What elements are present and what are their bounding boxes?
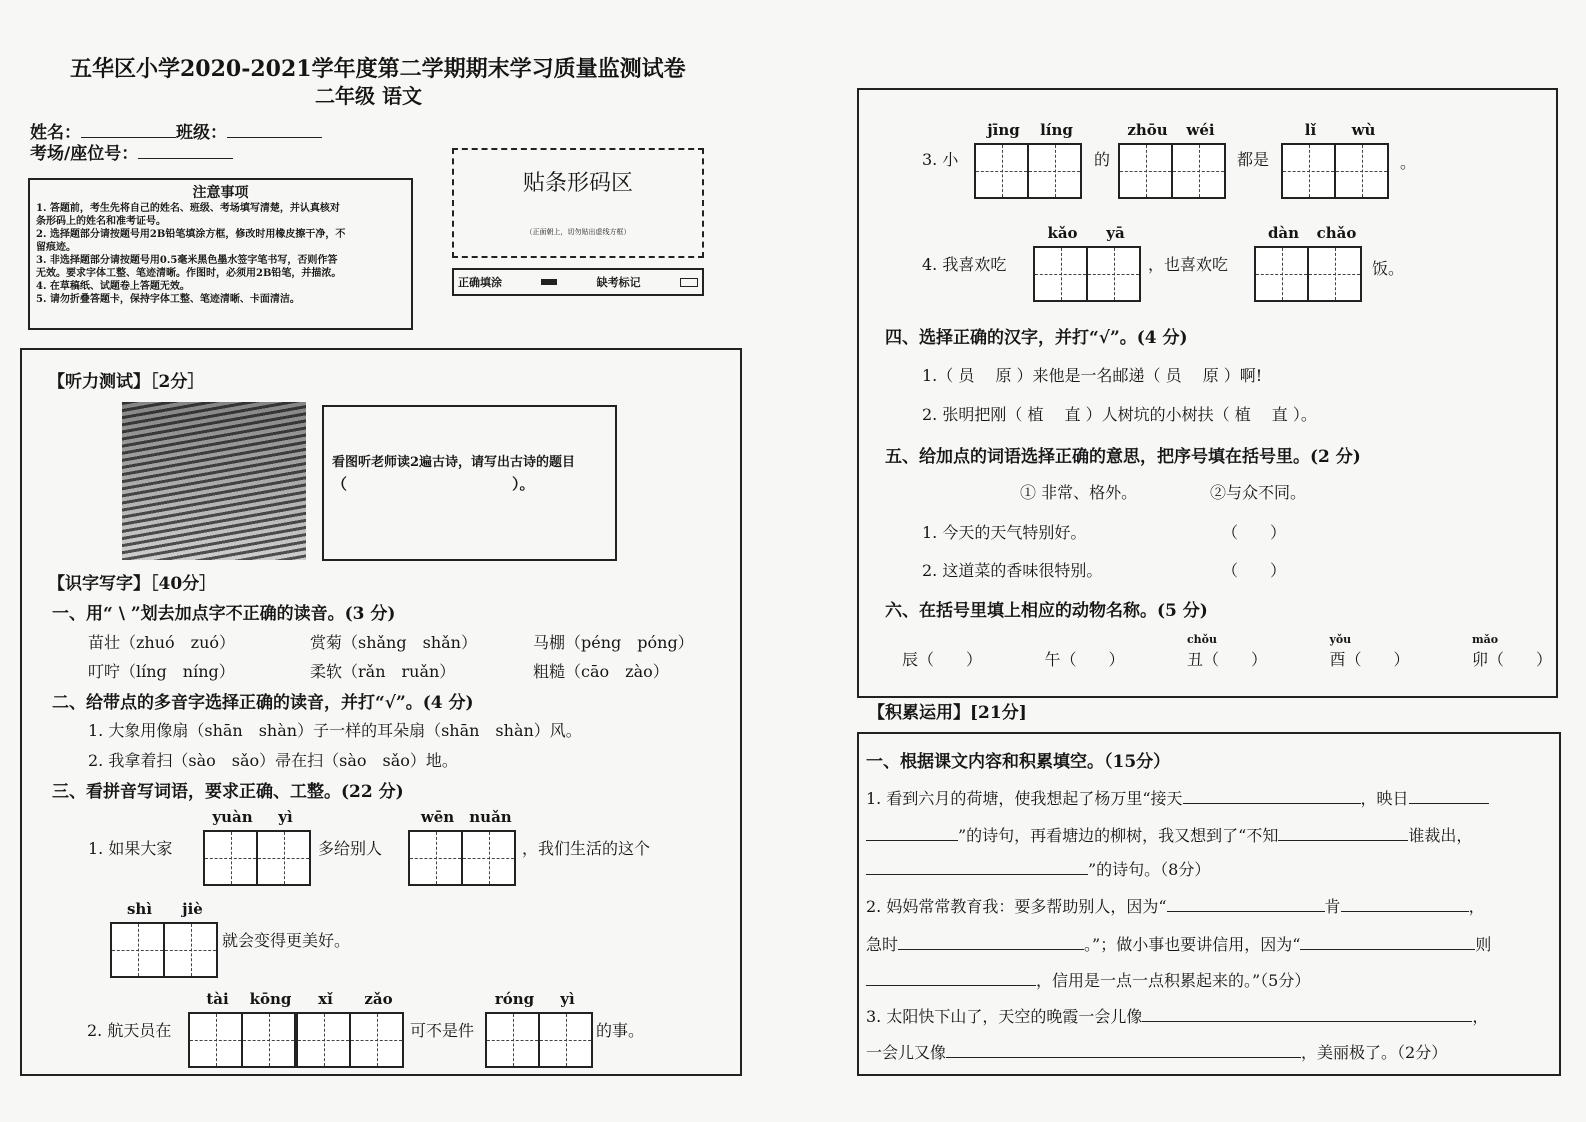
char-cell[interactable] [296,990,351,1068]
pinyin-label: nuǎn [469,808,512,826]
q2-title: 二、给带点的多音字选择正确的读音，并打“√”。(4 分) [52,693,474,713]
writing-grid-liwu[interactable] [1283,121,1389,199]
pinyin-label: zǎo [364,990,393,1008]
q2-item[interactable]: 2. 我拿着扫（sào sǎo）帚在扫（sào sǎo）地。 [88,751,458,770]
q6-row [902,633,1552,670]
q5-title: 五、给加点的词语选择正确的意思，把序号填在括号里。(2 分) [885,447,1361,467]
blank[interactable] [866,857,1088,875]
acc-line [866,1004,1488,1027]
zodiac-blank: 丑（ ） [1186,650,1267,669]
acc-text: 1. 看到六月的荷塘，使我想起了杨万里“接天 [866,789,1183,808]
q1-item[interactable]: 柔软（rǎn ruǎn） [310,662,456,681]
acc-text: 。”；做小事也要讲信用，因为“ [1084,935,1301,954]
acc-text: 3. 太阳快下山了，天空的晚霞一会儿像 [866,1007,1143,1026]
pinyin-label: tài [206,990,229,1008]
writing-grid-rongyi[interactable] [487,990,593,1068]
acc-text: ，信用是一点一点积累起来的。”（5分） [1036,971,1311,990]
notice-item: 3. 非选择题部分请按题号用0.5毫米黑色墨水签字笔书写，否则作答 [36,255,338,266]
zodiac-blank: 酉（ ） [1329,650,1410,669]
zodiac-item[interactable] [1044,633,1124,670]
name-label: 姓名： [30,123,81,143]
pinyin-label: yuàn [212,808,253,826]
pinyin-label: kǎo [1047,224,1078,242]
q3-text: 1. 如果大家 [88,839,173,858]
q3-text: 的事。 [596,1021,645,1040]
zodiac-blank: 卯（ ） [1471,650,1552,669]
pinyin-label: yǒu [1329,633,1352,646]
acc-text: 肯 [1324,897,1341,916]
q5-option: ②与众不同。 [1210,483,1307,502]
q4-item[interactable]: 2. 张明把刚（ 植 直 ）人树坑的小树扶（ 植 直 ）。 [922,405,1317,424]
q3-text: 。 [1400,153,1417,172]
pinyin-label: chǎo [1316,224,1357,242]
notice-item: 条形码上的姓名和准考证号。 [36,216,166,227]
pinyin-label: wēn [420,808,455,826]
writing-grid-kaoya[interactable] [1035,224,1141,302]
blank[interactable] [946,1040,1301,1058]
writing-grid-xizao[interactable] [298,990,404,1068]
acc-line [866,932,1491,955]
writing-grid-wennuan[interactable] [410,808,516,886]
seat-label: 考场/座位号： [30,144,139,164]
blank[interactable] [1142,1004,1472,1022]
acc-line [866,823,1472,846]
q1-item[interactable]: 苗壮（zhuó zuó） [88,633,236,652]
blank[interactable] [1183,786,1361,804]
blank[interactable] [866,823,958,841]
writing-grid-taikong[interactable] [190,990,296,1068]
acc-text: ，映日 [1360,789,1409,808]
q5-item: 2. 这道菜的香味很特别。 [922,561,1103,580]
filled-mark-icon [541,279,557,285]
char-cell[interactable] [1171,121,1226,199]
barcode-note: （正面朝上，切勿贴出虚线方框） [525,228,631,236]
zodiac-blank: 辰（ ） [902,650,983,669]
pinyin-label: líng [1040,121,1073,139]
acc-text: 急时 [866,935,899,954]
q3-text: 多给别人 [318,839,383,858]
char-cell[interactable] [485,990,540,1068]
char-cell[interactable] [1118,121,1173,199]
char-cell[interactable] [349,990,404,1068]
char-cell[interactable] [1334,121,1389,199]
char-cell[interactable] [408,808,463,886]
char-cell[interactable] [538,990,593,1068]
acc-line [866,894,1485,917]
q4-item[interactable]: 1.（ 员 原 ）来他是一名邮递（ 员 原 ）啊! [922,366,1263,385]
acc-text: ，美丽极了。（2分） [1301,1043,1448,1062]
writing-grid-yuanyi[interactable] [205,808,311,886]
blank[interactable] [898,932,1084,950]
blank[interactable] [1341,894,1469,912]
char-cell[interactable] [241,990,296,1068]
accumulate-heading: 【积累运用】[21分] [868,703,1027,723]
absent-checkbox[interactable] [680,278,698,287]
char-cell[interactable] [203,808,258,886]
pinyin-label: jīng [987,121,1020,139]
pinyin-label: lǐ [1304,121,1317,139]
q3-text: 饭。 [1372,259,1405,278]
notice-list [36,202,405,306]
char-cell[interactable] [1027,121,1082,199]
char-cell[interactable] [256,808,311,886]
notice-item: 5. 请勿折叠答题卡，保持字体工整、笔迹清晰、卡面清洁。 [36,294,300,305]
class-label: 班级： [176,123,227,143]
q1-item[interactable]: 粗糙（cāo zào） [533,662,669,681]
notice-item: 无效。要求字体工整、笔迹清晰。作图时，必须用2B铅笔，并描浓。 [36,268,342,279]
q2-item[interactable]: 1. 大象用像扇（shān shàn）子一样的耳朵扇（shān shàn）风。 [88,721,582,740]
absent-mark-label: 缺考标记 [596,276,641,289]
blank[interactable] [1167,894,1325,912]
q5-answer-blank[interactable]: （ ） [1222,561,1287,580]
zodiac-item[interactable] [902,633,982,670]
pinyin-label: zhōu [1127,121,1168,139]
listening-heading: 【听力测试】［2分］ [48,372,205,392]
q3-text: 就会变得更美好。 [222,931,351,950]
acc-text: ， [1472,1007,1489,1026]
q6-title: 六、在括号里填上相应的动物名称。(5 分) [885,601,1208,621]
exam-title: 五华区小学2020-2021学年度第二学期期末学习质量监测试卷 [70,56,686,82]
pinyin-label: dàn [1267,224,1300,242]
notice-title: 注意事项 [192,185,249,201]
seat-field[interactable] [30,139,233,164]
pinyin-label: wù [1351,121,1376,139]
writing-grid-shijie[interactable] [112,900,218,978]
acc-text: 2. 妈妈常常教育我：要多帮助别人，因为“ [866,897,1167,916]
fill-legend [452,268,704,296]
char-cell[interactable] [974,121,1029,199]
q3-text: 4. 我喜欢吃 [922,255,1007,274]
notice-item: 2. 选择题部分请按题号用2B铅笔填涂方框，修改时用橡皮擦干净，不 [36,229,346,240]
acc-line [866,857,1210,880]
zodiac-item[interactable] [1329,633,1409,670]
pinyin-label: shì [126,900,153,918]
char-cell[interactable] [1307,224,1362,302]
writing-grid-jingling[interactable] [976,121,1082,199]
blank[interactable] [1300,932,1475,950]
acc-title: 一、根据课文内容和积累填空。（15分） [866,752,1171,772]
char-cell[interactable] [1033,224,1088,302]
pinyin-label: jiè [182,900,203,918]
char-cell[interactable] [110,900,165,978]
writing-grid-zhouwei[interactable] [1120,121,1226,199]
blank[interactable] [866,968,1036,986]
pinyin-label: yì [278,808,293,826]
q1-item[interactable]: 马棚（péng póng） [533,633,694,652]
barcode-area [452,148,704,258]
listening-answer-blank[interactable]: （ ）。 [332,475,535,493]
notice-item: 1. 答题前，考生先将自己的姓名、班级、考场填写清楚，并认真核对 [36,203,340,214]
char-cell[interactable] [1281,121,1336,199]
q5-option: ① 非常、格外。 [1020,483,1138,502]
listening-prompt: 看图听老师读2遍古诗，请写出古诗的题目 [332,455,576,470]
q1-item[interactable]: 赏菊（shǎng shǎn） [310,633,477,652]
acc-text: ”的诗句，再看塘边的柳树，我又想到了“不知 [958,826,1279,845]
blank[interactable] [1409,786,1489,804]
char-cell[interactable] [461,808,516,886]
zodiac-item[interactable] [1472,633,1552,670]
q3-text: 3. 小 [922,150,959,169]
writing-grid-danchao[interactable] [1256,224,1362,302]
q3-text: 2. 航天员在 [87,1021,172,1040]
q1-item[interactable]: 叮咛（líng níng） [88,662,235,681]
q3-text: ，也喜欢吃 [1148,255,1229,274]
exam-subtitle: 二年级 语文 [315,84,422,108]
pinyin-label: róng [494,990,535,1008]
q5-answer-blank[interactable]: （ ） [1222,523,1287,542]
q3-text: 可不是件 [410,1021,475,1040]
q3-text: 的 [1094,150,1111,169]
blank[interactable] [1278,823,1408,841]
pinyin-label: yā [1106,224,1125,242]
acc-line [866,968,1310,991]
notice-box [28,178,413,330]
acc-text: ”的诗句。（8分） [1088,860,1211,879]
acc-text: 则 [1475,935,1492,954]
literacy-heading: 【识字写字】［40分］ [48,574,217,594]
pinyin-label: wéi [1186,121,1215,139]
q4-title: 四、选择正确的汉字，并打“√”。(4 分) [885,328,1188,348]
zodiac-blank: 午（ ） [1044,650,1125,669]
q3-title: 三、看拼音写词语，要求正确、工整。(22 分) [52,782,404,802]
correct-fill-label: 正确填涂 [458,276,502,289]
pinyin-label: kōng [249,990,292,1008]
q1-title: 一、用“ \ ”划去加点字不正确的读音。(3 分) [52,604,396,624]
acc-text: 一会儿又像 [866,1043,947,1062]
q3-text: ，我们生活的这个 [522,839,651,858]
notice-item: 留痕迹。 [36,242,76,253]
q5-item: 1. 今天的天气特别好。 [922,523,1087,542]
pinyin-label: mǎo [1471,633,1499,646]
pinyin-label: chǒu [1186,633,1217,646]
barcode-title: 贴条形码区 [522,171,633,196]
zodiac-item[interactable] [1187,633,1267,670]
acc-line [866,1040,1447,1063]
notice-item: 4. 在草稿纸、试题卷上答题无效。 [36,281,190,292]
acc-text: 谁裁出， [1408,826,1473,845]
acc-line [866,786,1489,809]
char-cell[interactable] [1254,224,1309,302]
pinyin-label: xǐ [318,990,333,1008]
poem-illustration [122,402,306,560]
pinyin-label: yì [560,990,575,1008]
char-cell[interactable] [163,900,218,978]
q3-text: 都是 [1237,150,1270,169]
char-cell[interactable] [1086,224,1141,302]
char-cell[interactable] [188,990,243,1068]
listening-answer-box [322,405,617,561]
acc-text: ， [1468,897,1485,916]
